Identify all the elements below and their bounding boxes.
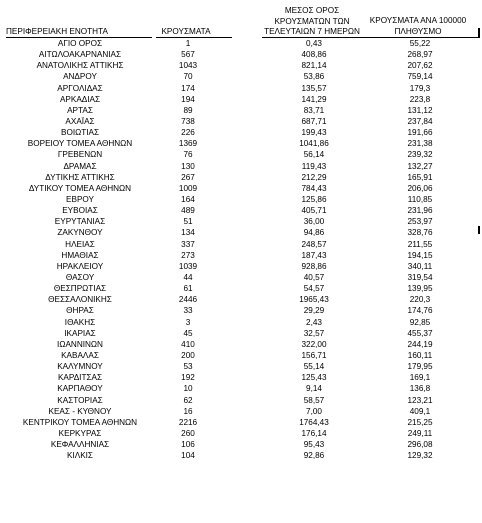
cell-avg-7-days: 2,43 — [306, 317, 322, 327]
table-row — [0, 138, 482, 149]
cell-avg-7-days: 248,57 — [301, 239, 327, 249]
header-avg-line-3: ΤΕΛΕΥΤΑΙΩΝ 7 ΗΜΕΡΩΝ — [264, 27, 360, 36]
cell-cases: 174 — [181, 83, 195, 93]
cell-avg-7-days: 83,71 — [303, 105, 325, 115]
cell-cases: 1039 — [178, 261, 198, 271]
cell-cases-per-100k: 211,55 — [407, 239, 433, 249]
cell-region: ΑΡΚΑΔΙΑΣ — [59, 94, 101, 104]
table-row — [0, 294, 482, 305]
cell-cases: 104 — [181, 451, 195, 461]
table-row — [0, 317, 482, 328]
cell-avg-7-days: 92,86 — [303, 451, 325, 461]
cell-region: ΚΕΑΣ - ΚΥΘΝΟΥ — [48, 406, 112, 416]
cell-region: ΚΕΦΑΛΛΗΝΙΑΣ — [50, 440, 110, 450]
table-row — [0, 328, 482, 339]
cell-cases: 3 — [185, 317, 191, 327]
cell-avg-7-days: 125,43 — [301, 373, 327, 383]
cell-region: ΑΧΑΪΑΣ — [65, 116, 95, 126]
table-row — [0, 216, 482, 227]
cell-cases: 89 — [183, 105, 193, 115]
cell-cases: 16 — [183, 406, 193, 416]
header-per100k-line-1: ΚΡΟΥΣΜΑΤΑ ΑΝΑ 100000 — [369, 16, 467, 25]
table-row — [0, 261, 482, 272]
cell-cases-per-100k: 239,32 — [407, 150, 433, 160]
table-row — [0, 161, 482, 172]
cell-region: ΑΙΤΩΛΟΑΚΑΡΝΑΝΙΑΣ — [38, 50, 122, 60]
cell-cases: 164 — [181, 194, 195, 204]
cell-cases: 61 — [183, 284, 193, 294]
cell-avg-7-days: 0,43 — [306, 39, 322, 48]
cell-avg-7-days: 9,14 — [306, 384, 322, 394]
table-row — [0, 194, 482, 205]
cell-cases: 1 — [185, 39, 191, 48]
cell-region: ΗΛΕΙΑΣ — [65, 239, 95, 249]
cell-cases: 226 — [181, 128, 195, 138]
cell-avg-7-days: 135,57 — [301, 83, 327, 93]
table-row — [0, 350, 482, 361]
header-region: ΠΕΡΙΦΕΡΕΙΑΚΗ ΕΝΟΤΗΤΑ — [6, 27, 108, 36]
cell-cases-per-100k: 206,06 — [407, 183, 433, 193]
cell-cases-per-100k: 231,38 — [407, 139, 433, 149]
cell-avg-7-days: 56,14 — [303, 150, 325, 160]
table-row — [0, 395, 482, 406]
cell-cases-per-100k: 169,1 — [409, 373, 431, 383]
cell-region: ΚΑΡΔΙΤΣΑΣ — [57, 373, 103, 383]
cell-cases: 200 — [181, 350, 195, 360]
cell-cases-per-100k: 296,08 — [407, 440, 433, 450]
cell-cases: 70 — [183, 72, 193, 82]
cell-cases-per-100k: 194,15 — [407, 250, 433, 260]
cell-region: ΑΝΑΤΟΛΙΚΗΣ ΑΤΤΙΚΗΣ — [36, 61, 124, 71]
cell-avg-7-days: 928,86 — [301, 261, 327, 271]
table-row — [0, 105, 482, 116]
cell-region: ΚΑΡΠΑΘΟΥ — [57, 384, 103, 394]
table-row — [0, 183, 482, 194]
cell-region: ΚΑΛΥΜΝΟΥ — [57, 362, 103, 372]
cell-avg-7-days: 7,00 — [306, 406, 322, 416]
cell-cases: 10 — [183, 384, 193, 394]
cell-cases: 267 — [181, 172, 195, 182]
table-row — [0, 383, 482, 394]
cell-region: ΑΓΙΟ ΟΡΟΣ — [57, 39, 103, 48]
table-row — [0, 227, 482, 238]
table-row — [0, 83, 482, 94]
table-row — [0, 149, 482, 160]
table-row — [0, 305, 482, 316]
cell-avg-7-days: 54,57 — [303, 284, 325, 294]
table-row — [0, 38, 482, 49]
cell-cases: 53 — [183, 362, 193, 372]
table-row — [0, 272, 482, 283]
cell-cases-per-100k: 136,8 — [409, 384, 431, 394]
cell-cases-per-100k: 237,84 — [407, 116, 433, 126]
header-cases: ΚΡΟΥΣΜΑΤΑ — [161, 27, 211, 36]
cell-region: ΘΕΣΣΑΛΟΝΙΚΗΣ — [48, 295, 112, 305]
cell-avg-7-days: 405,71 — [301, 206, 327, 216]
cell-cases-per-100k: 139,95 — [407, 284, 433, 294]
cell-avg-7-days: 322,00 — [301, 339, 327, 349]
cell-avg-7-days: 141,29 — [301, 94, 327, 104]
header-cases-per-100k — [360, 16, 476, 37]
cell-avg-7-days: 408,86 — [301, 50, 327, 60]
cell-avg-7-days: 199,43 — [301, 128, 327, 138]
cell-cases: 273 — [181, 250, 195, 260]
header-per100k-line-2: ΠΛΗΘΥΣΜΟ — [394, 26, 442, 36]
table-row — [0, 49, 482, 60]
cell-cases-per-100k: 220,3 — [409, 295, 431, 305]
cell-cases-per-100k: 174,76 — [407, 306, 433, 316]
cell-cases: 738 — [181, 116, 195, 126]
cell-cases-per-100k: 328,76 — [407, 228, 433, 238]
table-row — [0, 283, 482, 294]
cell-avg-7-days: 187,43 — [301, 250, 327, 260]
table-row — [0, 361, 482, 372]
cell-region: ΑΡΤΑΣ — [67, 105, 93, 115]
cell-cases: 45 — [183, 328, 193, 338]
cell-avg-7-days: 1041,86 — [299, 139, 329, 149]
cell-region: ΚΙΛΚΙΣ — [66, 451, 93, 461]
cell-cases: 1009 — [178, 183, 198, 193]
cell-cases: 106 — [181, 440, 195, 450]
table-row — [0, 172, 482, 183]
cell-region: ΒΟΡΕΙΟΥ ΤΟΜΕΑ ΑΘΗΝΩΝ — [27, 139, 133, 149]
cell-cases: 489 — [181, 206, 195, 216]
cell-avg-7-days: 32,57 — [303, 328, 325, 338]
cell-cases-per-100k: 249,11 — [407, 428, 433, 438]
table-row — [0, 250, 482, 261]
cell-cases: 260 — [181, 428, 195, 438]
cell-cases: 44 — [183, 272, 193, 282]
cell-avg-7-days: 176,14 — [301, 428, 327, 438]
cell-avg-7-days: 156,71 — [301, 350, 327, 360]
cell-cases: 1369 — [178, 139, 198, 149]
cell-cases-per-100k: 455,37 — [407, 328, 433, 338]
cell-avg-7-days: 125,86 — [301, 194, 327, 204]
cell-avg-7-days: 784,43 — [301, 183, 327, 193]
cell-avg-7-days: 687,71 — [301, 116, 327, 126]
header-avg-line-2: ΚΡΟΥΣΜΑΤΩΝ ΤΩΝ — [274, 16, 350, 26]
cell-cases-per-100k: 55,22 — [409, 39, 431, 48]
cell-region: ΕΥΡΥΤΑΝΙΑΣ — [54, 217, 106, 227]
cell-cases: 2446 — [178, 295, 198, 305]
cell-region: ΕΒΡΟΥ — [66, 194, 94, 204]
cell-region: ΒΟΙΩΤΙΑΣ — [60, 128, 100, 138]
cell-avg-7-days: 1764,43 — [299, 417, 329, 427]
cell-avg-7-days: 55,14 — [303, 362, 325, 372]
cell-region: ΘΑΣΟΥ — [65, 272, 95, 282]
cell-avg-7-days: 29,29 — [303, 306, 325, 316]
cell-cases-per-100k: 179,95 — [407, 362, 433, 372]
cell-cases: 33 — [183, 306, 193, 316]
cell-cases-per-100k: 215,25 — [407, 417, 433, 427]
cell-cases: 51 — [183, 217, 193, 227]
cell-cases: 62 — [183, 395, 193, 405]
cell-avg-7-days: 95,43 — [303, 440, 325, 450]
cell-cases-per-100k: 191,66 — [407, 128, 433, 138]
cell-cases-per-100k: 268,97 — [407, 50, 433, 60]
table-row — [0, 339, 482, 350]
cell-cases-per-100k: 179,3 — [409, 83, 431, 93]
cell-region: ΓΡΕΒΕΝΩΝ — [57, 150, 103, 160]
cell-cases: 2216 — [178, 417, 198, 427]
cell-avg-7-days: 119,43 — [301, 161, 327, 171]
cell-cases-per-100k: 160,11 — [407, 350, 433, 360]
cell-region: ΙΘΑΚΗΣ — [64, 317, 96, 327]
cell-cases: 192 — [181, 373, 195, 383]
cell-region: ΕΥΒΟΙΑΣ — [62, 206, 98, 216]
cell-region: ΑΡΓΟΛΙΔΑΣ — [57, 83, 103, 93]
cell-region: ΘΗΡΑΣ — [66, 306, 94, 316]
cell-cases: 410 — [181, 339, 195, 349]
table-row — [0, 60, 482, 71]
cell-cases: 130 — [181, 161, 195, 171]
header-avg-line-1: ΜΕΣΟΣ ΟΡΟΣ — [284, 6, 340, 15]
cell-cases-per-100k: 319,54 — [407, 272, 433, 282]
cell-cases-per-100k: 340,11 — [407, 261, 433, 271]
header-avg-7-days — [256, 6, 368, 38]
table-row — [0, 116, 482, 127]
cell-cases: 134 — [181, 228, 195, 238]
cell-cases-per-100k: 129,32 — [407, 451, 433, 461]
cell-cases-per-100k: 132,27 — [407, 161, 433, 171]
cell-cases-per-100k: 92,85 — [409, 317, 431, 327]
table-row — [0, 94, 482, 105]
cell-cases-per-100k: 759,14 — [407, 72, 433, 82]
cell-cases-per-100k: 244,19 — [407, 339, 433, 349]
table-row — [0, 450, 482, 461]
cell-cases: 337 — [181, 239, 195, 249]
cell-region: ΚΑΣΤΟΡΙΑΣ — [57, 395, 103, 405]
cell-region: ΙΚΑΡΙΑΣ — [64, 328, 96, 338]
cell-cases-per-100k: 110,85 — [407, 194, 433, 204]
cell-avg-7-days: 40,57 — [303, 272, 325, 282]
cell-cases-per-100k: 123,21 — [407, 395, 433, 405]
cell-avg-7-days: 821,14 — [301, 61, 327, 71]
cell-cases-per-100k: 207,62 — [407, 61, 433, 71]
cell-cases-per-100k: 131,12 — [407, 105, 433, 115]
cell-avg-7-days: 53,86 — [303, 72, 325, 82]
cell-cases: 76 — [183, 150, 193, 160]
table-row — [0, 127, 482, 138]
cell-region: ΚΕΡΚΥΡΑΣ — [58, 428, 102, 438]
table-row — [0, 372, 482, 383]
cell-cases-per-100k: 165,91 — [407, 172, 433, 182]
cell-region: ΑΝΔΡΟΥ — [63, 72, 97, 82]
table-row — [0, 406, 482, 417]
cell-avg-7-days: 212,29 — [301, 172, 327, 182]
table-row — [0, 428, 482, 439]
cell-avg-7-days: 36,00 — [303, 217, 325, 227]
cell-cases-per-100k: 223,8 — [409, 94, 431, 104]
cell-region: ΗΡΑΚΛΕΙΟΥ — [56, 261, 104, 271]
cell-cases: 194 — [181, 94, 195, 104]
table-row — [0, 239, 482, 250]
cell-region: ΚΑΒΑΛΑΣ — [61, 350, 99, 360]
table-row — [0, 205, 482, 216]
table-body — [0, 38, 482, 461]
cell-avg-7-days: 1965,43 — [299, 295, 329, 305]
cell-region: ΘΕΣΠΡΩΤΙΑΣ — [53, 284, 107, 294]
cell-region: ΔΡΑΜΑΣ — [63, 161, 97, 171]
cell-region: ΙΩΑΝΝΙΝΩΝ — [57, 339, 103, 349]
table-row — [0, 439, 482, 450]
cell-border-mark — [478, 28, 480, 38]
cell-region: ΔΥΤΙΚΗΣ ΑΤΤΙΚΗΣ — [45, 172, 115, 182]
cell-cases-per-100k: 231,96 — [407, 206, 433, 216]
cell-cases-per-100k: 409,1 — [409, 406, 431, 416]
cell-avg-7-days: 94,86 — [303, 228, 325, 238]
cell-region: ΔΥΤΙΚΟΥ ΤΟΜΕΑ ΑΘΗΝΩΝ — [28, 183, 132, 193]
table-row — [0, 417, 482, 428]
cell-cases: 1043 — [178, 61, 198, 71]
cell-cases-per-100k: 253,97 — [407, 217, 433, 227]
cell-avg-7-days: 58,57 — [303, 395, 325, 405]
cell-region: ΗΜΑΘΙΑΣ — [61, 250, 99, 260]
table-row — [0, 71, 482, 82]
cell-cases: 567 — [181, 50, 195, 60]
cell-region: ΖΑΚΥΝΘΟΥ — [57, 228, 103, 238]
cell-region: ΚΕΝΤΡΙΚΟΥ ΤΟΜΕΑ ΑΘΗΝΩΝ — [22, 417, 138, 427]
